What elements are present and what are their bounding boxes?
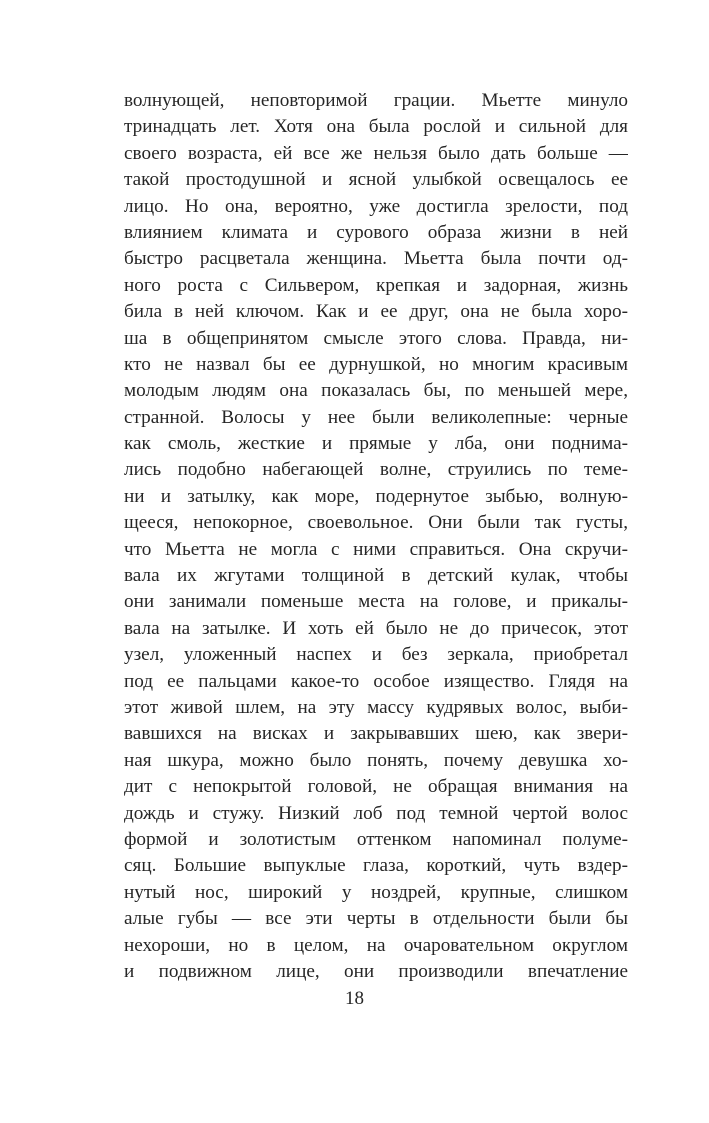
text-line: сяц. Большие выпуклые глаза, короткий, чуть вздер- [124,855,628,877]
text-line: ная шкура, можно было понять, почему девушка хо- [124,749,628,771]
text-line: быстро расцветала женщина. Мьетта была почти од- [124,248,628,270]
text-line: что Мьетта не могла с ними справиться. Она скручи- [124,538,628,560]
text-line: молодым людям она показалась бы, по меньшей мере, [124,380,628,402]
text-line: нутый нос, широкий у ноздрей, крупные, слишком [124,881,628,903]
text-line: они занимали поменьше места на голове, и прикалы- [124,591,628,613]
text-line: своего возраста, ей все же нельзя было дать больше — [124,142,628,164]
text-line: щееся, непокорное, своевольное. Они были так густы, [124,512,628,534]
text-line: лись подобно набегающей волне, струились по теме- [124,459,628,481]
text-line: тринадцать лет. Хотя она была рослой и сильной для [124,116,628,138]
text-line: ни и затылку, как море, подернутое зыбью, волную- [124,485,628,507]
text-line: лицо. Но она, вероятно, уже достигла зрелости, под [124,195,628,217]
text-line: ша в общепринятом смысле этого слова. Правда, ни- [124,327,628,349]
text-line: такой простодушной и ясной улыбкой освещалось ее [124,169,628,191]
body-text [124,88,628,985]
text-line: как смоль, жесткие и прямые у лба, они поднима- [124,433,628,455]
text-line: этот живой шлем, на эту массу кудрявых волос, выби- [124,696,628,718]
text-line: вавшихся на висках и закрывавших шею, как звери- [124,723,628,745]
text-line: и подвижном лице, они производили впечатление [124,960,628,982]
text-line: узел, уложенный наспех и без зеркала, приобретал [124,644,628,666]
text-line: вала на затылке. И хоть ей было не до причесок, этот [124,617,628,639]
page-number: 18 [345,988,364,1009]
text-line: алые губы — все эти черты в отдельности были бы [124,908,628,930]
text-line: била в ней ключом. Как и ее друг, она не была хоро- [124,301,628,323]
text-line: вала их жгутами толщиной в детский кулак, чтобы [124,565,628,587]
text-line: кто не назвал бы ее дурнушкой, но многим красивым [124,353,628,375]
text-line: ного роста с Сильвером, крепкая и задорная, жизнь [124,274,628,296]
text-line: дит с непокрытой головой, не обращая внимания на [124,776,628,798]
text-line: дождь и стужу. Низкий лоб под темной чертой волос [124,802,628,824]
text-line: под ее пальцами какое-то особое изящество. Глядя на [124,670,628,692]
text-line: волнующей, неповторимой грации. Мьетте минуло [124,90,628,111]
text-line: влиянием климата и сурового образа жизни в ней [124,221,628,243]
text-line: нехороши, но в целом, на очаровательном округлом [124,934,628,956]
text-line: формой и золотистым оттенком напоминал полуме- [124,828,628,850]
text-line: странной. Волосы у нее были великолепные: черные [124,406,628,428]
